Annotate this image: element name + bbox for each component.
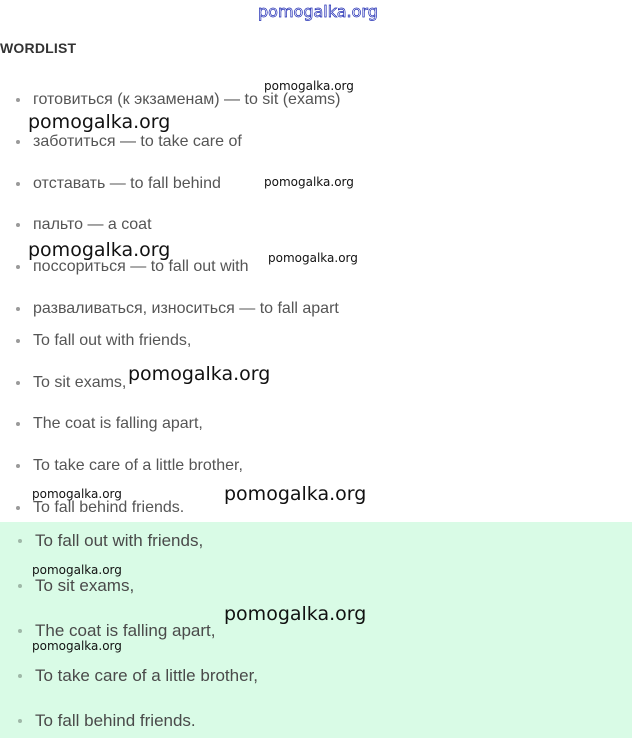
list-item-text: готовиться (к экзаменам) — to sit (exams) — [33, 91, 341, 108]
watermark: pomogalka.org — [224, 603, 367, 625]
list-item — [0, 371, 126, 395]
bullet-icon — [16, 422, 20, 426]
list-item-text: заботиться — to take care of — [33, 133, 242, 150]
bullet-icon — [16, 464, 20, 468]
list-item-text: To fall out with friends, — [33, 332, 192, 349]
list-item-text: пальто — a coat — [33, 216, 152, 233]
list-item — [0, 130, 242, 154]
answer-item-text: The coat is falling apart, — [35, 621, 216, 640]
answer-item — [0, 574, 134, 598]
watermark: pomogalka.org — [32, 487, 122, 501]
bullet-icon — [16, 98, 20, 102]
answer-item — [0, 664, 258, 688]
bullet-icon — [18, 584, 22, 588]
watermark: pomogalka.org — [264, 79, 354, 93]
list-item-text: The coat is falling apart, — [33, 415, 203, 432]
bullet-icon — [18, 629, 22, 633]
watermark: pomogalka.org — [224, 483, 367, 505]
list-item-text: разваливаться, износиться — to fall apart — [33, 300, 339, 317]
list-item — [0, 213, 152, 237]
bullet-icon — [16, 381, 20, 385]
list-item-text: отставать — to fall behind — [33, 175, 221, 192]
watermark: pomogalka.org — [32, 639, 122, 653]
list-item-text: To take care of a little brother, — [33, 457, 243, 474]
list-item — [0, 412, 203, 436]
bullet-icon — [16, 265, 20, 269]
watermark: pomogalka.org — [28, 111, 171, 133]
watermark: pomogalka.org — [268, 251, 358, 265]
bullet-icon — [18, 674, 22, 678]
answer-item — [0, 529, 203, 553]
header-watermark: pomogalka.org — [258, 2, 378, 21]
list-item-text: To sit exams, — [33, 374, 127, 391]
watermark: pomogalka.org — [128, 363, 271, 385]
bullet-icon — [18, 719, 22, 723]
list-item-text: To fall behind friends. — [33, 499, 185, 516]
answer-item-text: To take care of a little brother, — [35, 666, 259, 685]
watermark: pomogalka.org — [28, 239, 171, 261]
answer-item-text: To fall out with friends, — [35, 531, 204, 550]
list-item — [0, 297, 339, 321]
answer-item-text: To fall behind friends. — [35, 711, 196, 730]
bullet-icon — [18, 539, 22, 543]
list-item — [0, 454, 243, 478]
bullet-icon — [16, 307, 20, 311]
answer-item-text: To sit exams, — [35, 576, 135, 595]
bullet-icon — [16, 223, 20, 227]
bullet-icon — [16, 339, 20, 343]
answer-item — [0, 709, 196, 733]
watermark: pomogalka.org — [264, 175, 354, 189]
bullet-icon — [16, 182, 20, 186]
list-item — [0, 329, 191, 353]
bullet-icon — [16, 506, 20, 510]
watermark: pomogalka.org — [32, 563, 122, 577]
wordlist-title: WORDLIST — [0, 40, 77, 56]
bullet-icon — [16, 140, 20, 144]
list-item — [0, 172, 221, 196]
list-item-text: поссориться — to fall out with — [33, 258, 249, 275]
